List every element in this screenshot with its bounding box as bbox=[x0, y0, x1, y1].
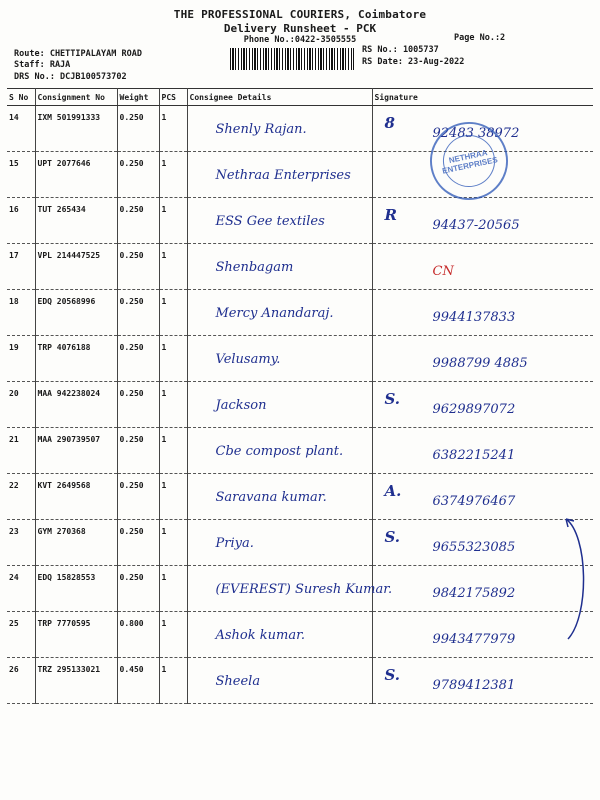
col-consignment: Consignment No bbox=[35, 89, 117, 106]
cell-consignment: TRP 4076188 bbox=[35, 336, 117, 382]
col-sno: S No bbox=[7, 89, 35, 106]
cell-sno: 21 bbox=[7, 428, 35, 474]
cell-pcs: 1 bbox=[159, 474, 187, 520]
cell-consignee bbox=[187, 474, 372, 520]
consignee-name: Ashok kumar. bbox=[215, 628, 306, 643]
cell-signature bbox=[372, 290, 593, 336]
table-row bbox=[7, 106, 593, 152]
cell-pcs: 1 bbox=[159, 566, 187, 612]
cell-sno: 25 bbox=[7, 612, 35, 658]
cell-weight: 0.250 bbox=[117, 290, 159, 336]
cell-weight: 0.250 bbox=[117, 336, 159, 382]
barcode bbox=[230, 48, 354, 70]
signature-phone: 9629897072 bbox=[432, 402, 516, 417]
cell-consignee bbox=[187, 152, 372, 198]
route-label: Route: CHETTIPALAYAM ROAD bbox=[14, 49, 142, 59]
cell-consignee bbox=[187, 658, 372, 704]
cell-weight: 0.250 bbox=[117, 428, 159, 474]
cell-signature bbox=[372, 336, 593, 382]
table-row bbox=[7, 658, 593, 704]
cell-pcs: 1 bbox=[159, 382, 187, 428]
signature-mark: 8 bbox=[384, 114, 395, 132]
cell-weight: 0.250 bbox=[117, 198, 159, 244]
page-number: Page No.:2 bbox=[454, 33, 506, 43]
cell-weight: 0.250 bbox=[117, 474, 159, 520]
cell-signature bbox=[372, 382, 593, 428]
signature-phone: 92483 38972 bbox=[432, 126, 520, 141]
cell-weight: 0.250 bbox=[117, 566, 159, 612]
table-row bbox=[7, 336, 593, 382]
signature-phone: 9655323085 bbox=[432, 540, 516, 555]
col-consignee: Consignee Details bbox=[187, 89, 372, 106]
cell-consignment: EDQ 15828553 bbox=[35, 566, 117, 612]
table-header-row bbox=[7, 89, 593, 106]
consignee-name: Jackson bbox=[215, 398, 267, 413]
table-row bbox=[7, 428, 593, 474]
table-row bbox=[7, 198, 593, 244]
cell-consignee bbox=[187, 106, 372, 152]
cell-consignment: GYM 270368 bbox=[35, 520, 117, 566]
cell-consignee bbox=[187, 336, 372, 382]
bracket-arrow bbox=[560, 515, 596, 645]
cell-consignment: TUT 265434 bbox=[35, 198, 117, 244]
table-row bbox=[7, 612, 593, 658]
cell-pcs: 1 bbox=[159, 612, 187, 658]
signature-mark: S. bbox=[384, 390, 401, 408]
signature-phone: 6382215241 bbox=[432, 448, 516, 463]
rs-date: RS Date: 23-Aug-2022 bbox=[362, 57, 465, 67]
cell-consignee bbox=[187, 612, 372, 658]
consignee-name: Saravana kumar. bbox=[215, 490, 327, 505]
consignee-name: Sheela bbox=[215, 674, 261, 689]
consignee-name: Cbe compost plant. bbox=[215, 444, 344, 459]
consignee-name: Mercy Anandaraj. bbox=[215, 306, 334, 321]
signature-phone: 9842175892 bbox=[432, 586, 516, 601]
cell-pcs: 1 bbox=[159, 198, 187, 244]
cell-sno: 20 bbox=[7, 382, 35, 428]
cell-consignee bbox=[187, 290, 372, 336]
signature-phone: 9988799 4885 bbox=[432, 356, 528, 371]
drs-number: DRS No.: DCJB100573702 bbox=[14, 72, 127, 82]
cell-sno: 23 bbox=[7, 520, 35, 566]
cell-weight: 0.800 bbox=[117, 612, 159, 658]
cell-sno: 19 bbox=[7, 336, 35, 382]
cell-consignee bbox=[187, 566, 393, 612]
signature-phone: 9944137833 bbox=[432, 310, 516, 325]
signature-phone: 6374976467 bbox=[432, 494, 516, 509]
table-row bbox=[7, 290, 593, 336]
cell-weight: 0.250 bbox=[117, 244, 159, 290]
cell-consignee bbox=[187, 198, 372, 244]
company-title: THE PROFESSIONAL COURIERS, Coimbatore bbox=[173, 8, 427, 21]
table-row bbox=[7, 474, 593, 520]
table-row bbox=[7, 244, 593, 290]
signature-phone: CN bbox=[432, 264, 454, 279]
col-weight: Weight bbox=[117, 89, 159, 106]
signature-mark: S. bbox=[384, 666, 401, 684]
cell-pcs: 1 bbox=[159, 428, 187, 474]
cell-pcs: 1 bbox=[159, 336, 187, 382]
cell-sno: 17 bbox=[7, 244, 35, 290]
cell-consignment: EDQ 20568996 bbox=[35, 290, 117, 336]
cell-consignee bbox=[187, 382, 372, 428]
consignee-name: (EVEREST) Suresh Kumar. bbox=[215, 582, 393, 597]
signature-mark: R bbox=[384, 206, 397, 224]
runsheet-table bbox=[7, 88, 593, 704]
runsheet-subtitle: Delivery Runsheet - PCK bbox=[223, 22, 377, 35]
cell-pcs: 1 bbox=[159, 106, 187, 152]
cell-consignment: KVT 2649568 bbox=[35, 474, 117, 520]
consignee-name: Shenly Rajan. bbox=[215, 122, 307, 137]
table-row bbox=[7, 566, 593, 612]
cell-pcs: 1 bbox=[159, 290, 187, 336]
cell-pcs: 1 bbox=[159, 520, 187, 566]
cell-sno: 15 bbox=[7, 152, 35, 198]
cell-weight: 0.250 bbox=[117, 520, 159, 566]
consignee-name: Velusamy. bbox=[215, 352, 281, 367]
cell-sno: 16 bbox=[7, 198, 35, 244]
cell-weight: 0.450 bbox=[117, 658, 159, 704]
cell-signature bbox=[372, 428, 593, 474]
cell-consignment: MAA 942238024 bbox=[35, 382, 117, 428]
cell-consignment: MAA 290739507 bbox=[35, 428, 117, 474]
cell-weight: 0.250 bbox=[117, 382, 159, 428]
stamp-text: NETHRAA ENTERPRISES bbox=[438, 130, 500, 192]
staff-label: Staff: RAJA bbox=[14, 60, 71, 70]
col-pcs: PCS bbox=[159, 89, 187, 106]
cell-signature bbox=[372, 474, 593, 520]
cell-weight: 0.250 bbox=[117, 106, 159, 152]
cell-pcs: 1 bbox=[159, 658, 187, 704]
cell-consignee bbox=[187, 520, 372, 566]
cell-sno: 18 bbox=[7, 290, 35, 336]
cell-consignment: VPL 214447525 bbox=[35, 244, 117, 290]
cell-weight: 0.250 bbox=[117, 152, 159, 198]
cell-consignee bbox=[187, 244, 372, 290]
cell-consignment: UPT 2077646 bbox=[35, 152, 117, 198]
signature-phone: 94437-20565 bbox=[432, 218, 520, 233]
table-row bbox=[7, 520, 593, 566]
phone-number: Phone No.:0422-3505555 bbox=[243, 35, 357, 45]
cell-sno: 22 bbox=[7, 474, 35, 520]
cell-sno: 24 bbox=[7, 566, 35, 612]
signature-mark: A. bbox=[384, 482, 402, 500]
cell-signature bbox=[372, 244, 593, 290]
cell-consignment: TRZ 295133021 bbox=[35, 658, 117, 704]
cell-sno: 26 bbox=[7, 658, 35, 704]
consignee-name: Priya. bbox=[215, 536, 254, 551]
cell-consignee bbox=[187, 428, 372, 474]
cell-sno: 14 bbox=[7, 106, 35, 152]
signature-phone: 9943477979 bbox=[432, 632, 516, 647]
consignee-name: ESS Gee textiles bbox=[215, 214, 325, 229]
consignee-name: Shenbagam bbox=[215, 260, 294, 275]
cell-pcs: 1 bbox=[159, 152, 187, 198]
col-signature: Signature bbox=[372, 89, 593, 106]
rs-number: RS No.: 1005737 bbox=[362, 45, 439, 55]
signature-phone: 9789412381 bbox=[432, 678, 516, 693]
cell-signature bbox=[372, 198, 593, 244]
cell-signature bbox=[372, 658, 593, 704]
cell-consignment: IXM 501991333 bbox=[35, 106, 117, 152]
cell-pcs: 1 bbox=[159, 244, 187, 290]
table-row bbox=[7, 382, 593, 428]
signature-mark: S. bbox=[384, 528, 401, 546]
cell-consignment: TRP 7770595 bbox=[35, 612, 117, 658]
consignee-name: Nethraa Enterprises bbox=[215, 168, 351, 183]
